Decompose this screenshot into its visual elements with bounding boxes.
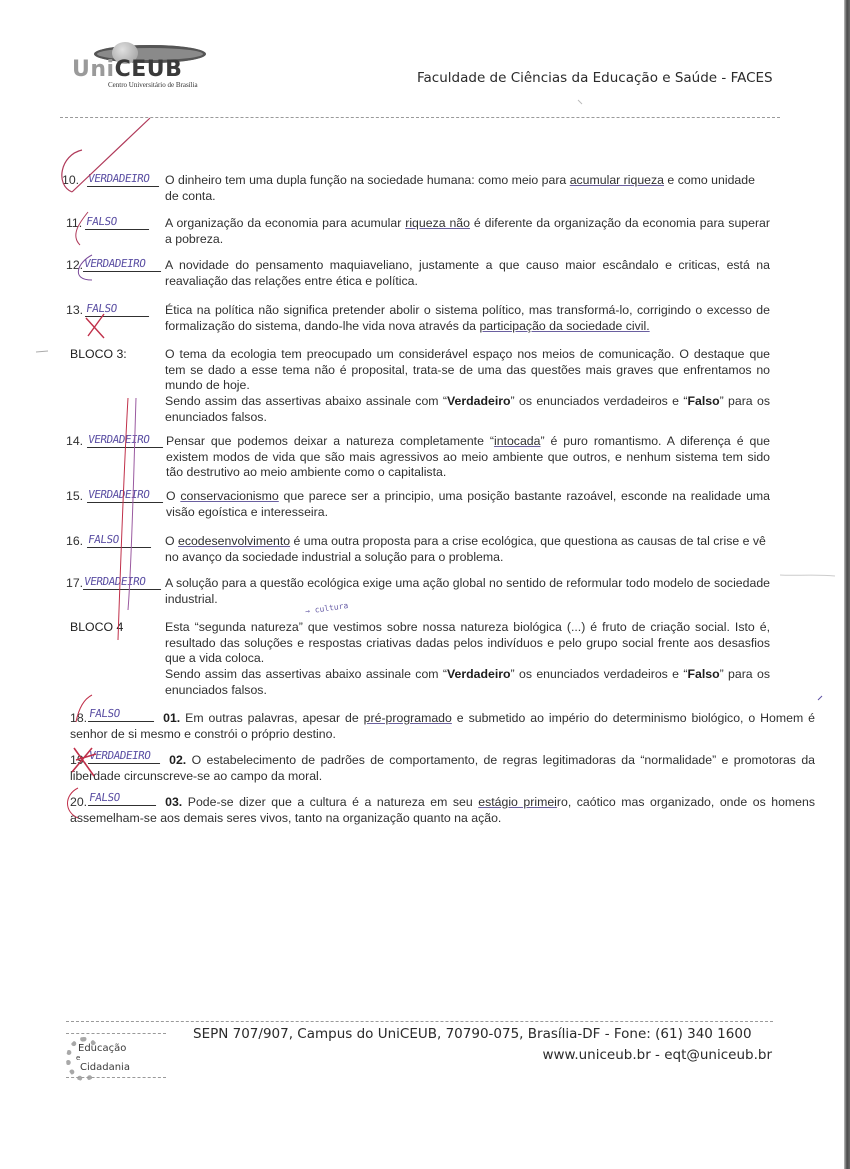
- handwritten-answer: VERDADEIRO: [88, 749, 162, 764]
- wrong-x-icon: [86, 314, 104, 338]
- bloco-intro: O tema da ecologia tem preocupado um considerável espaço nos meios de comunicação. O destaque que tem se dado a esse tema não é proposital, trata-se de uma das questões mais graves que enfrentamos no mundo de hoje.: [165, 347, 770, 392]
- underlined-text: participação da sociedade civil.: [479, 318, 650, 333]
- sub-number: 03.: [165, 795, 183, 809]
- logo-rule-bottom: [66, 1077, 166, 1078]
- text: ro, caótico mas organizado, onde os homens assemelham-se aos demais seres vivos, tanto na organização quanto na ação.: [70, 795, 815, 825]
- stray-mark: [578, 100, 582, 104]
- bloco-label: BLOCO 3:: [70, 347, 127, 361]
- text: O: [165, 534, 178, 548]
- text: ” é puro romantismo. A diferença é que existem modos de vida que são mais agressivos ao meio ambiente que outros, e nenhum sistema tem sido tão destrutivo ao meio ambiente como o capitalista.: [166, 434, 770, 479]
- text: ” para os enunciados falsos.: [165, 667, 770, 697]
- handwritten-answer: VERDADEIRO: [87, 172, 161, 187]
- underlined-text: pré-programado: [363, 711, 452, 725]
- handwritten-answer: VERDADEIRO: [87, 488, 165, 503]
- text: O: [166, 489, 181, 503]
- text: Em outras palavras, apesar de: [180, 711, 364, 725]
- margin-mark: [36, 351, 48, 352]
- question-number: 10.: [62, 173, 80, 187]
- question-text: [165, 534, 770, 565]
- underlined-text: riqueza não: [405, 216, 470, 230]
- text: O dinheiro tem uma dupla função na sociedade humana: como meio para: [165, 173, 570, 187]
- question-number: 15.: [66, 489, 84, 503]
- handwritten-answer: FALSO: [88, 707, 156, 722]
- question-text: [165, 216, 770, 247]
- false-keyword: Falso: [687, 667, 720, 681]
- question-text: [165, 303, 770, 334]
- handwritten-answer: FALSO: [88, 791, 158, 806]
- handwritten-answer: VERDADEIRO: [87, 433, 165, 448]
- uniceub-logo: [72, 42, 222, 92]
- text: é diferente da organização da economia para superar a pobreza.: [165, 216, 770, 246]
- text: Sendo assim das assertivas abaixo assinale com “: [165, 394, 447, 408]
- question-number: 19.: [70, 753, 88, 767]
- scan-edge: [844, 0, 850, 1169]
- text: é uma outra proposta para a crise ecológica, que questiona as causas de tal crise e vê no avanço da sociedade industrial a solução para o problema.: [165, 534, 766, 564]
- text: ” os enunciados verdadeiros e “: [510, 394, 688, 408]
- stray-mark: [780, 575, 835, 576]
- question-text: [166, 489, 770, 520]
- underlined-text: conservacionismo: [180, 489, 279, 503]
- question-number: 12.: [66, 258, 84, 272]
- question-text: [165, 576, 770, 607]
- text: Pode-se dizer que a cultura é a natureza em seu: [182, 795, 479, 809]
- question-text: [166, 434, 770, 481]
- question-20: [70, 791, 815, 826]
- sub-number: 02.: [169, 753, 187, 767]
- text: Sendo assim das assertivas abaixo assinale com “: [165, 667, 447, 681]
- text: e como unidade de conta.: [165, 173, 755, 203]
- logo-line-2: e: [76, 1054, 81, 1062]
- underlined-text: ecodesenvolvimento: [177, 534, 291, 548]
- question-number: 11.: [66, 216, 83, 230]
- underlined-text: estágio primei: [478, 795, 557, 809]
- question-number: 17.: [66, 576, 84, 590]
- handwritten-answer: FALSO: [85, 302, 151, 317]
- logo-wordmark: [72, 58, 182, 81]
- text: A novidade do pensamento maquiaveliano, justamente a que causo maior escândalo e criticas, está na reavaliação das relações entre ética e política.: [165, 258, 770, 288]
- text: A organização da economia para acumular: [165, 216, 406, 230]
- footer-divider: [66, 1021, 773, 1022]
- true-keyword: Verdadeiro: [446, 667, 511, 681]
- text: Ética na política não significa pretender abolir o sistema político, mas transformá-lo, corrigindo o excesso de formalização do sistema, dando-lhe vida nova através da: [165, 303, 770, 333]
- header-divider: [60, 117, 780, 118]
- text: ” os enunciados verdadeiros e “: [510, 667, 688, 681]
- logo-line-1: Educação: [78, 1043, 127, 1054]
- handwritten-answer: VERDADEIRO: [83, 575, 163, 590]
- logo-line-3: Cidadania: [80, 1062, 130, 1073]
- bloco-instruction: [165, 667, 770, 698]
- handwritten-answer: VERDADEIRO: [83, 257, 163, 272]
- sub-number: 01.: [163, 711, 181, 725]
- text: que parece ser a principio, uma posição bastante razoável, esconde na realidade uma visão egoística e interesseira.: [166, 489, 771, 519]
- text: A solução para a questão ecológica exige uma ação global no sentido de reformular todo modelo de sociedade industrial.: [165, 576, 771, 606]
- text: ” para os enunciados falsos.: [165, 394, 770, 424]
- question-number: 18.: [70, 711, 88, 725]
- handwritten-answer: FALSO: [85, 215, 151, 230]
- logo-ceub: CEUB: [114, 57, 183, 82]
- footer-address: SEPN 707/907, Campus do UniCEUB, 70790-075, Brasília-DF - Fone: (61) 340 1600: [193, 1026, 752, 1042]
- handwritten-note: → cultura: [304, 601, 349, 616]
- question-text: [165, 258, 770, 289]
- educacao-cidadania-logo: [66, 1033, 166, 1075]
- bloco-instruction: [165, 394, 770, 425]
- underlined-text: acumular riqueza: [569, 173, 665, 187]
- footer-website[interactable]: www.uniceub.br - eqt@uniceub.br: [542, 1047, 772, 1063]
- text: e submetido ao império do determinismo biológico, o Homem é senhor de si mesmo e constrói o próprio destino.: [70, 711, 816, 741]
- question-text: [165, 173, 770, 204]
- accent-mark: [818, 696, 822, 700]
- question-number: 13.: [66, 303, 84, 317]
- bloco-intro: Esta “segunda natureza” que vestimos sobre nossa natureza biológica (...) é fruto de criação social. Isto é, resultado das soluções e respostas criativas dadas pelos indivíduos e pelo grupo social frente aos desasfios que a vida coloca.: [165, 620, 770, 665]
- question-number: 14.: [66, 434, 84, 448]
- question-number: 16.: [66, 534, 84, 548]
- false-keyword: Falso: [687, 394, 720, 408]
- question-18: [70, 707, 815, 742]
- text: Pensar que podemos deixar a natureza completamente “: [166, 434, 494, 448]
- text: O estabelecimento de padrões de comportamento, de regras legitimadoras da “normalidade” e promotoras da liberdade circunscreve-se ao campo da moral.: [70, 753, 815, 783]
- question-19: [70, 749, 815, 784]
- footer-logo-text: [76, 1043, 130, 1073]
- true-keyword: Verdadeiro: [446, 394, 511, 408]
- question-number: 20.: [70, 795, 88, 809]
- logo-rule-top: [66, 1033, 166, 1034]
- logo-subtitle: Centro Universitário de Brasília: [108, 81, 198, 89]
- logo-uni: Uni: [72, 57, 115, 82]
- handwritten-answer: FALSO: [87, 533, 153, 548]
- bloco-label: BLOCO 4: [70, 620, 124, 634]
- faculty-title: Faculdade de Ciências da Educação e Saúde - FACES: [417, 70, 773, 86]
- underlined-text: intocada: [493, 434, 541, 448]
